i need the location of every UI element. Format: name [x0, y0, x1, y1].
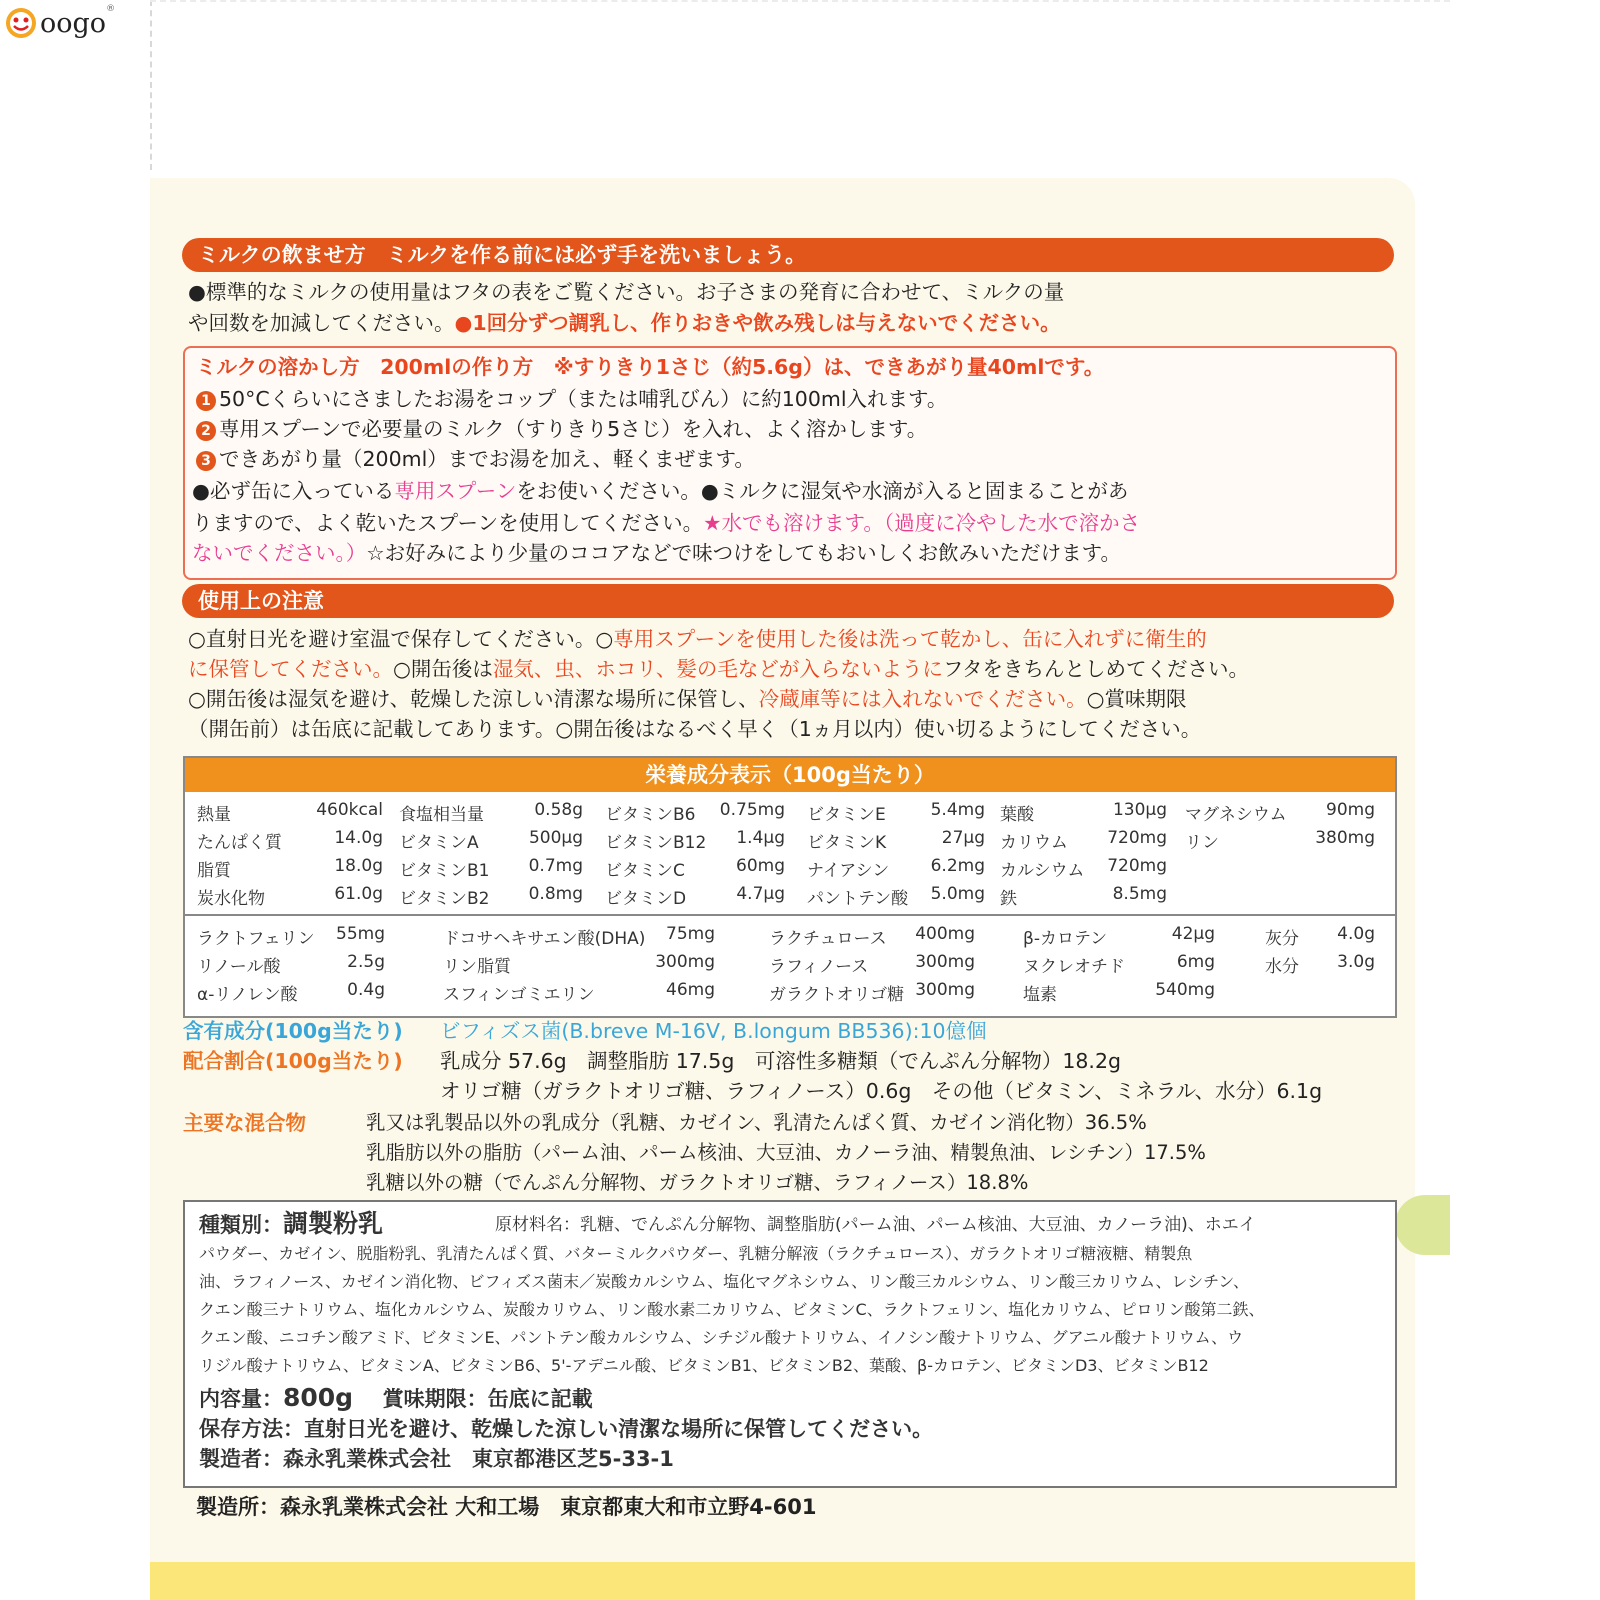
factory-text: 製造所：森永乳業株式会社 大和工場 東京都東大和市立野4-601: [196, 1495, 817, 1519]
nutrient-value: 5.0mg: [930, 884, 985, 904]
nutrient-name: カリウム: [1000, 833, 1068, 853]
nutrient-name: ビタミンC: [605, 861, 685, 881]
note-3a: ないでください。）: [192, 541, 367, 565]
nutrition-table: [183, 756, 1397, 1018]
contained-value: ビフィズス菌(B.breve M-16V, B.longum BB536):10億個: [440, 1019, 987, 1043]
type-row: [199, 1208, 383, 1243]
nutrient-extra-name: ラクチュロース: [769, 929, 887, 949]
dissolve-note-1: [192, 476, 1128, 506]
nutrient-name: ビタミンA: [399, 833, 479, 853]
nutrient-extra-name: β-カロテン: [1023, 929, 1108, 949]
dissolve-note-3: [192, 538, 1121, 568]
nutrient-name: ビタミンB1: [399, 861, 490, 881]
nutrient-name: 炭水化物: [197, 889, 265, 909]
nutrient-extra-value: 400mg: [915, 924, 975, 944]
nutrient-extra-name: α-リノレン酸: [197, 985, 298, 1005]
step-3-text: できあがり量（200ml）までお湯を加え、軽くまぜます。: [219, 447, 755, 471]
ingredients-line-1: 原材料名：乳糖、でんぷん分解物、調整脂肪(パーム油、パーム核油、大豆油、カノーラ油)、ホエイ: [495, 1215, 1256, 1235]
nutrient-value: 5.4mg: [930, 800, 985, 820]
step-2-badge: 2: [196, 421, 216, 441]
nutrient-value: 720mg: [1107, 856, 1167, 876]
nutrient-value: 27μg: [941, 828, 985, 848]
mixture-line-2: 乳脂肪以外の脂肪（パーム油、パーム核油、大豆油、カノーラ油、精製魚油、レシチン）17.5%: [366, 1141, 1206, 1164]
mixture-line-3: 乳糖以外の糖（でんぷん分解物、ガラクトオリゴ糖、ラフィノース）18.8%: [366, 1171, 1029, 1194]
ingredients-box: [183, 1200, 1397, 1488]
nutrient-value: 61.0g: [334, 884, 383, 904]
caution-1b: 専用スプーンを使用した後は洗って乾かし、缶に入れずに衛生的: [613, 627, 1207, 651]
nutrient-extra-name: 塩素: [1023, 985, 1057, 1005]
nutrient-name: マグネシウム: [1185, 805, 1287, 825]
note-3b: ☆お好みにより少量のココアなどで味つけをしてもおいしくお飲みいただけます。: [366, 541, 1121, 565]
nutrient-name: パントテン酸: [807, 889, 909, 909]
nutrient-value: 130μg: [1112, 800, 1167, 820]
note-1b: 専用スプーン: [394, 479, 517, 503]
type-label: 種類別：: [199, 1213, 283, 1237]
ratio-label: 配合割合(100g当たり): [183, 1049, 403, 1073]
feed-line-2: [188, 308, 1061, 338]
note-2a: りますので、よく乾いたスプーンを使用してください。: [192, 511, 704, 535]
logo-text: oogo: [40, 7, 107, 39]
nutrient-extra-value: 300mg: [915, 952, 975, 972]
nutrient-extra-value: 0.4g: [347, 980, 385, 1000]
nutrient-extra-value: 6mg: [1176, 952, 1215, 972]
registered-mark: ®: [106, 4, 116, 14]
nutrient-value: 460kcal: [316, 800, 383, 820]
dissolve-title: ミルクの溶かし方 200mlの作り方 ※すりきり1さじ（約5.6g）は、できあがり量40mlです。: [196, 355, 1105, 379]
smiley-face-icon: [4, 6, 38, 40]
nutrient-extra-value: 540mg: [1155, 980, 1215, 1000]
nutrient-name: 脂質: [197, 861, 231, 881]
nutrient-name: ビタミンB12: [605, 833, 707, 853]
maker-text: 製造者：森永乳業株式会社 東京都港区芝5-33-1: [199, 1447, 674, 1471]
nutrient-value: 720mg: [1107, 828, 1167, 848]
nutrient-name: ナイアシン: [807, 861, 890, 881]
mixture-line-1: 乳又は乳製品以外の乳成分（乳糖、カゼイン、乳清たんぱく質、カゼイン消化物）36.5%: [366, 1111, 1147, 1134]
storage-text: 保存方法：直射日光を避け、乾燥した涼しい清潔な場所に保管してください。: [199, 1417, 934, 1441]
caution-header: 使用上の注意: [182, 584, 1394, 618]
nutrient-name: ビタミンE: [807, 805, 886, 825]
nutrient-name: 食塩相当量: [399, 805, 484, 825]
nutrient-extra-name: ヌクレオチド: [1023, 957, 1125, 977]
nutrient-value: 380mg: [1315, 828, 1375, 848]
note-2b: ★水でも溶けます。（過度に冷やした水で溶かさ: [703, 511, 1141, 535]
nutrient-extra-name: リノール酸: [197, 957, 281, 977]
nutrient-name: ビタミンB2: [399, 889, 490, 909]
nutrient-extra-name: 灰分: [1265, 929, 1299, 949]
nutrient-value: 1.4μg: [736, 828, 785, 848]
nutrient-extra-name: ラクトフェリン: [197, 929, 315, 949]
dissolve-step-2: [196, 414, 927, 444]
feed-line-2b: ●1回分ずつ調乳し、作りおきや飲み残しは与えないでください。: [454, 311, 1061, 335]
nutrient-name: ビタミンB6: [605, 805, 696, 825]
dissolve-step-3: [196, 444, 755, 474]
caution-2c: 湿気、虫、ホコリ、髪の毛などが入らないように: [492, 657, 943, 681]
nutrient-extra-value: 75mg: [666, 924, 715, 944]
content-row: [199, 1382, 593, 1417]
oogo-logo: [4, 6, 115, 40]
dissolve-note-2: [192, 508, 1140, 538]
nutrient-name: ビタミンD: [605, 889, 687, 909]
step-1-text: 50°Cくらいにさましたお湯をコップ（または哺乳びん）に約100ml入れます。: [219, 387, 948, 411]
ratio-line-1: 乳成分 57.6g 調整脂肪 17.5g 可溶性多糖類（でんぷん分解物）18.2g: [440, 1049, 1122, 1073]
nutrient-extra-value: 42μg: [1171, 924, 1215, 944]
caution-line-3: [188, 684, 1186, 714]
content-value: 800g: [283, 1383, 354, 1412]
nutrient-value: 90mg: [1326, 800, 1375, 820]
nutrient-value: 0.58g: [534, 800, 583, 820]
nutrient-value: 500μg: [528, 828, 583, 848]
dissolve-step-1: [196, 384, 947, 414]
caution-2a: に保管してください。: [188, 657, 393, 681]
dashed-guide-vertical: [150, 0, 152, 170]
caution-3a: ○開缶後は湿気を避け、乾燥した涼しい清潔な場所に保管し、: [188, 687, 759, 711]
nutrient-extra-name: ガラクトオリゴ糖: [769, 985, 905, 1005]
how-to-feed-header: ミルクの飲ませ方 ミルクを作る前には必ず手を洗いましょう。: [182, 238, 1394, 272]
nutrient-value: 0.8mg: [528, 884, 583, 904]
nutrient-name: ビタミンK: [807, 833, 887, 853]
nutrient-extra-name: リン脂質: [443, 957, 511, 977]
decorative-leaf: [1395, 1195, 1450, 1255]
nutrient-extra-value: 3.0g: [1337, 952, 1375, 972]
ingredients-line-4: クエン酸三ナトリウム、塩化カルシウム、炭酸カリウム、リン酸水素二カリウム、ビタミンC、ラクトフェリン、塩化カリウム、ピロリン酸第二鉄、: [199, 1300, 1265, 1319]
note-1c: をお使いください。●ミルクに湿気や水滴が入ると固まることがあ: [516, 479, 1129, 503]
caution-3c: ○賞味期限: [1086, 687, 1187, 711]
nutrient-value: 8.5mg: [1112, 884, 1167, 904]
caution-line-1: [188, 624, 1207, 654]
nutrient-value: 0.7mg: [528, 856, 583, 876]
nutrient-name: たんぱく質: [197, 833, 282, 853]
feed-line-2a: や回数を加減してください。: [188, 311, 455, 335]
nutrient-name: リン: [1185, 833, 1219, 853]
nutrition-divider: [185, 914, 1395, 916]
mixture-label: 主要な混合物: [183, 1111, 306, 1135]
nutrient-extra-value: 4.0g: [1337, 924, 1375, 944]
step-2-text: 専用スプーンで必要量のミルク（すりきり5さじ）を入れ、よく溶かします。: [219, 417, 928, 441]
nutrient-extra-name: ラフィノース: [769, 957, 869, 977]
nutrient-value: 14.0g: [334, 828, 383, 848]
contained-label: 含有成分(100g当たり): [183, 1019, 403, 1043]
expiry-text: 賞味期限：缶底に記載: [382, 1387, 593, 1411]
ratio-line-2: オリゴ糖（ガラクトオリゴ糖、ラフィノース）0.6g その他（ビタミン、ミネラル、水分）6.1g: [440, 1079, 1323, 1103]
nutrient-name: 鉄: [1000, 889, 1017, 909]
caution-line-2: [188, 654, 1249, 684]
step-1-badge: 1: [196, 391, 216, 411]
nutrient-value: 0.75mg: [719, 800, 785, 820]
caution-3b: 冷蔵庫等には入れないでください。: [758, 687, 1087, 711]
ingredients-line-3: 油、ラフィノース、カゼイン消化物、ビフィズス菌末／炭酸カルシウム、塩化マグネシウム、リン酸三カルシウム、リン酸三カリウム、レシチン、: [199, 1272, 1250, 1291]
caution-1a: ○直射日光を避け室温で保存してください。○: [188, 627, 614, 651]
content-label: 内容量：: [199, 1387, 283, 1411]
nutrient-extra-value: 46mg: [666, 980, 715, 1000]
nutrient-value: 6.2mg: [930, 856, 985, 876]
nutrient-extra-value: 2.5g: [347, 952, 385, 972]
nutrient-extra-value: 300mg: [915, 980, 975, 1000]
nutrient-extra-name: ドコサヘキサエン酸(DHA): [443, 929, 646, 949]
nutrient-name: カルシウム: [1000, 861, 1085, 881]
type-value: 調製粉乳: [283, 1209, 384, 1238]
nutrition-header: 栄養成分表示（100g当たり）: [185, 758, 1395, 792]
nutrient-value: 4.7μg: [736, 884, 785, 904]
note-1a: ●必ず缶に入っている: [192, 479, 395, 503]
ingredients-line-2: パウダー、カゼイン、脱脂粉乳、乳清たんぱく質、バターミルクパウダー、乳糖分解液（ラクチュロース）、ガラクトオリゴ糖液糖、精製魚: [199, 1244, 1193, 1263]
dashed-guide-top: [150, 0, 1450, 2]
nutrient-value: 18.0g: [334, 856, 383, 876]
yellow-bottom-strip: [150, 1562, 1415, 1600]
caution-2b: ○開缶後は: [393, 657, 493, 681]
nutrient-name: 葉酸: [1000, 805, 1034, 825]
step-3-badge: 3: [196, 451, 216, 471]
caution-2d: フタをきちんとしめてください。: [942, 657, 1249, 681]
nutrient-extra-name: スフィンゴミエリン: [443, 985, 595, 1005]
nutrient-value: 60mg: [736, 856, 785, 876]
nutrient-extra-value: 300mg: [655, 952, 715, 972]
ingredients-line-5: クエン酸、ニコチン酸アミド、ビタミンE、パントテン酸カルシウム、シチジル酸ナトリウム、イノシン酸ナトリウム、グアニル酸ナトリウム、ウ: [199, 1328, 1244, 1347]
nutrient-name: 熱量: [197, 805, 231, 825]
feed-line-1: ●標準的なミルクの使用量はフタの表をご覧ください。お子さまの発育に合わせて、ミルクの量: [188, 280, 1065, 304]
nutrient-extra-name: 水分: [1265, 957, 1299, 977]
ingredients-line-6: リジル酸ナトリウム、ビタミンA、ビタミンB6、5'-アデニル酸、ビタミンB1、ビタミンB2、葉酸、β-カロテン、ビタミンD3、ビタミンB12: [199, 1356, 1209, 1375]
nutrient-extra-value: 55mg: [336, 924, 385, 944]
caution-line-4: （開缶前）は缶底に記載してあります。○開缶後はなるべく早く（1ヵ月以内）使い切るようにしてください。: [188, 717, 1202, 741]
